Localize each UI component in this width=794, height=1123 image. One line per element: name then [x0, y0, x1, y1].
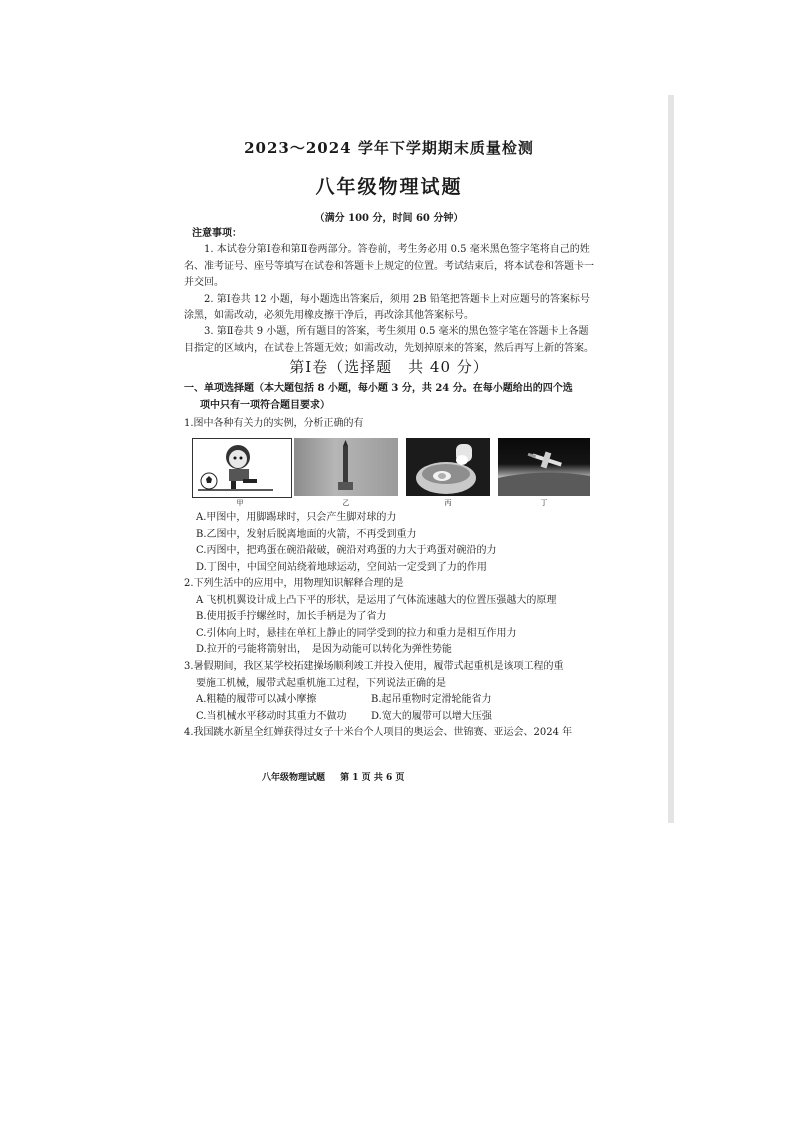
question-2: [184, 576, 596, 659]
question-2-stem: 2.下列生活中的应用中，用物理知识解释合理的是: [184, 578, 404, 589]
section-intro-line: 项中只有一项符合题目要求）: [200, 400, 330, 411]
footer-page-number: 第 1 页 共 6 页: [340, 773, 405, 783]
image-space-station: [498, 438, 590, 496]
question-1-stem: 1.图中各种有关力的实例，分析正确的有: [184, 418, 364, 429]
image-label: 乙: [342, 499, 350, 507]
option-row: [184, 709, 596, 726]
question-3: [184, 659, 596, 742]
section-title: 第Ⅰ卷（选择题 共 40 分）: [289, 358, 489, 376]
page-edge-shadow: [668, 95, 674, 823]
option-row: [184, 692, 596, 709]
image-kicking-ball: [192, 438, 292, 498]
notice-item: 2. 第Ⅰ卷共 12 小题，每小题选出答案后，须用 2B 铅笔把答题卡上对应题号的答案标号涂黑，如需改动，必须先用橡皮擦干净后，再改涂其他答案标号。: [184, 293, 590, 322]
option-text: B.使用扳手拧螺丝时，加长手柄是为了省力: [196, 611, 387, 622]
option-text: A.粗糙的履带可以减小摩擦: [196, 694, 317, 705]
notice-heading: 注意事项：: [192, 228, 242, 239]
exam-subtitle: （满分 100 分，时间 60 分钟）: [314, 213, 464, 224]
question-1-images: [192, 438, 590, 510]
option-text: B.起吊重物时定滑轮能省力: [371, 694, 492, 705]
option-text: C.引体向上时，悬挂在单杠上静止的同学受到的拉力和重力是相互作用力: [196, 627, 517, 639]
option-text: A 飞机机翼设计成上凸下平的形状，是运用了气体流速越大的位置压强越大的原理: [196, 594, 557, 606]
question-4-stem: 4.我国跳水新星全红婵获得过女子十米台个人项目的奥运会、世锦赛、亚运会、2024 年: [184, 727, 573, 738]
option-text: D.拉开的弓能将箭射出， 是因为动能可以转化为弹性势能: [196, 644, 452, 655]
footer-subject: 八年级物理试题: [262, 773, 326, 783]
option-text: D.宽大的履带可以增大压强: [371, 710, 492, 722]
image-label: 甲: [236, 499, 244, 507]
notice-item: 3. 第Ⅱ卷共 9 小题，所有题目的答案，考生须用 0.5 毫米的黑色签字笔在答题卡上各题目指定的区域内，在试卷上答题无效；如需改动，先划掉原来的答案，然后再写上新的答案。: [184, 326, 594, 354]
image-egg-bowl: [406, 438, 490, 496]
option-text: B.乙图中，发射后脱离地面的火箭，不再受到重力: [196, 528, 417, 540]
option-text: C.丙图中，把鸡蛋在碗沿敲破，碗沿对鸡蛋的力大于鸡蛋对碗沿的力: [196, 545, 497, 556]
option-text: A.甲图中，用脚踢球时，只会产生脚对球的力: [196, 512, 397, 523]
image-rocket: [294, 438, 398, 496]
option-text: C.当机械水平移动时其重力不做功: [196, 710, 347, 722]
exam-title: 2023～2024 学年下学期期末质量检测: [244, 139, 534, 157]
option-text: D.丁图中，中国空间站绕着地球运动，空间站一定受到了力的作用: [196, 561, 487, 573]
notice-item: 1. 本试卷分第Ⅰ卷和第Ⅱ卷两部分。答卷前，考生务必用 0.5 毫米黑色签字笔将自己的姓名、准考证号、座号等填写在试卷和答题卡上规定的位置。考试结束后，将本试卷和答题卡一并交回。: [184, 244, 594, 289]
question-1-options: [184, 510, 596, 576]
page-footer: [262, 770, 416, 783]
section-intro: [184, 380, 596, 414]
image-label: 丙: [444, 499, 452, 507]
image-label: 丁: [540, 499, 548, 507]
section-intro-line: 一、单项选择题（本大题包括 8 小题，每小题 3 分，共 24 分。在每小题给出的四个选: [184, 383, 573, 394]
question-3-stem: 要施工机械，履带式起重机施工过程，下列说法正确的是: [196, 677, 446, 689]
subject-title: 八年级物理试题: [315, 176, 463, 198]
notice-block: [184, 226, 596, 357]
question-3-stem: 3.暑假期间，我区某学校拓建操场顺利竣工并投入使用，履带式起重机是该项工程的重: [184, 661, 564, 672]
